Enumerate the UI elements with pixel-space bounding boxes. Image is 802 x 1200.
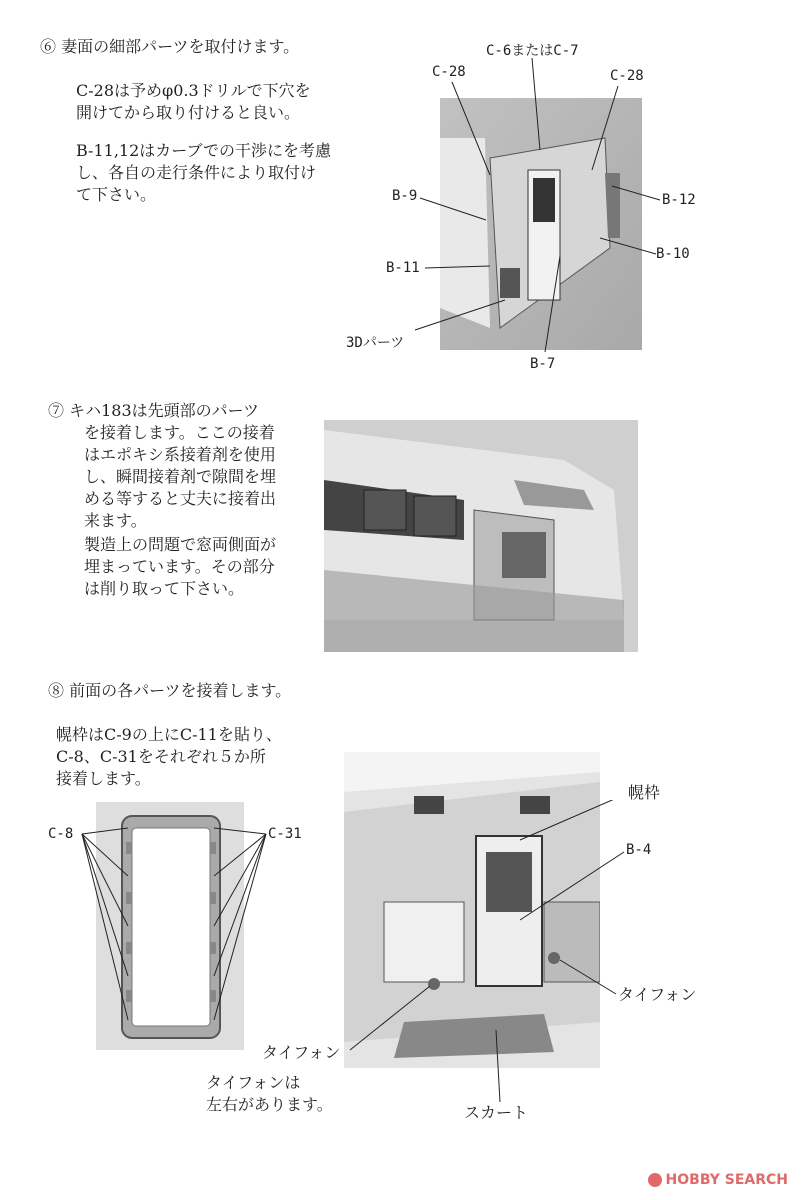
label-skirt: スカート xyxy=(464,1103,529,1122)
text-line: 接着します。 xyxy=(56,769,151,788)
leader-lines-step8 xyxy=(0,800,802,1120)
text-line: 埋まっています。その部分 xyxy=(84,557,275,576)
step8-heading: ⑧ 前面の各パーツを接着します。 xyxy=(48,681,292,700)
label-b11: B-11 xyxy=(386,260,420,276)
text-line: はエポキシ系接着剤を使用 xyxy=(84,445,276,464)
leader-lines-step6 xyxy=(0,0,802,400)
text-line: 開けてから取り付けると良い。 xyxy=(76,103,301,122)
text-line: 製造上の問題で窓両側面が xyxy=(84,535,277,554)
label-b7: B-7 xyxy=(530,356,556,372)
car-body-photo xyxy=(324,420,638,652)
label-typhon-left: タイフォン xyxy=(262,1043,341,1062)
label-c28-left: C-28 xyxy=(432,64,466,80)
text-line: し、各自の走行条件により取付け xyxy=(76,163,317,182)
step8-note xyxy=(56,724,282,790)
text-line: B-11,12はカーブでの干渉にを考慮 xyxy=(76,141,331,160)
label-horowaku: 幌枠 xyxy=(628,783,661,802)
label-b9: B-9 xyxy=(392,188,418,204)
hobby-search-watermark xyxy=(648,1172,788,1188)
label-typhon-right: タイフォン xyxy=(618,985,697,1004)
label-b10: B-10 xyxy=(656,246,690,262)
text-line: 来ます。 xyxy=(84,511,147,530)
text-line: 幌枠はC-9の上にC-11を貼り、 xyxy=(56,725,282,744)
hobby-search-logo-icon xyxy=(648,1173,662,1187)
text-line: める等すると丈夫に接着出 xyxy=(84,489,277,508)
text-line: を接着します。ここの接着 xyxy=(84,423,275,442)
label-3d-part: 3Dパーツ xyxy=(346,335,405,351)
step7-heading: ⑦ キハ183は先頭部のパーツ xyxy=(48,401,259,420)
text-line: は削り取って下さい。 xyxy=(84,579,245,598)
label-c31: C-31 xyxy=(268,826,302,842)
step7-note-2 xyxy=(84,534,276,600)
text-line: C-8、C-31をそれぞれ５か所 xyxy=(56,747,266,766)
text-line: て下さい。 xyxy=(76,185,157,204)
step6-heading: ⑥ 妻面の細部パーツを取付けます。 xyxy=(40,37,300,56)
label-c28-right: C-28 xyxy=(610,68,644,84)
step7-note-1 xyxy=(84,422,276,532)
text-line: し、瞬間接着剤で隙間を埋 xyxy=(84,467,277,486)
label-c8: C-8 xyxy=(48,826,74,842)
label-b4: B-4 xyxy=(626,842,652,858)
label-c6-c7: C-6またはC-7 xyxy=(486,43,579,59)
label-b12: B-12 xyxy=(662,192,696,208)
text-line: タイフォンは xyxy=(206,1073,301,1092)
watermark-text: HOBBY SEARCH xyxy=(665,1172,788,1188)
text-line: C-28は予めφ0.3ドリルで下穴を xyxy=(76,81,311,100)
text-line: 左右があります。 xyxy=(206,1095,333,1114)
